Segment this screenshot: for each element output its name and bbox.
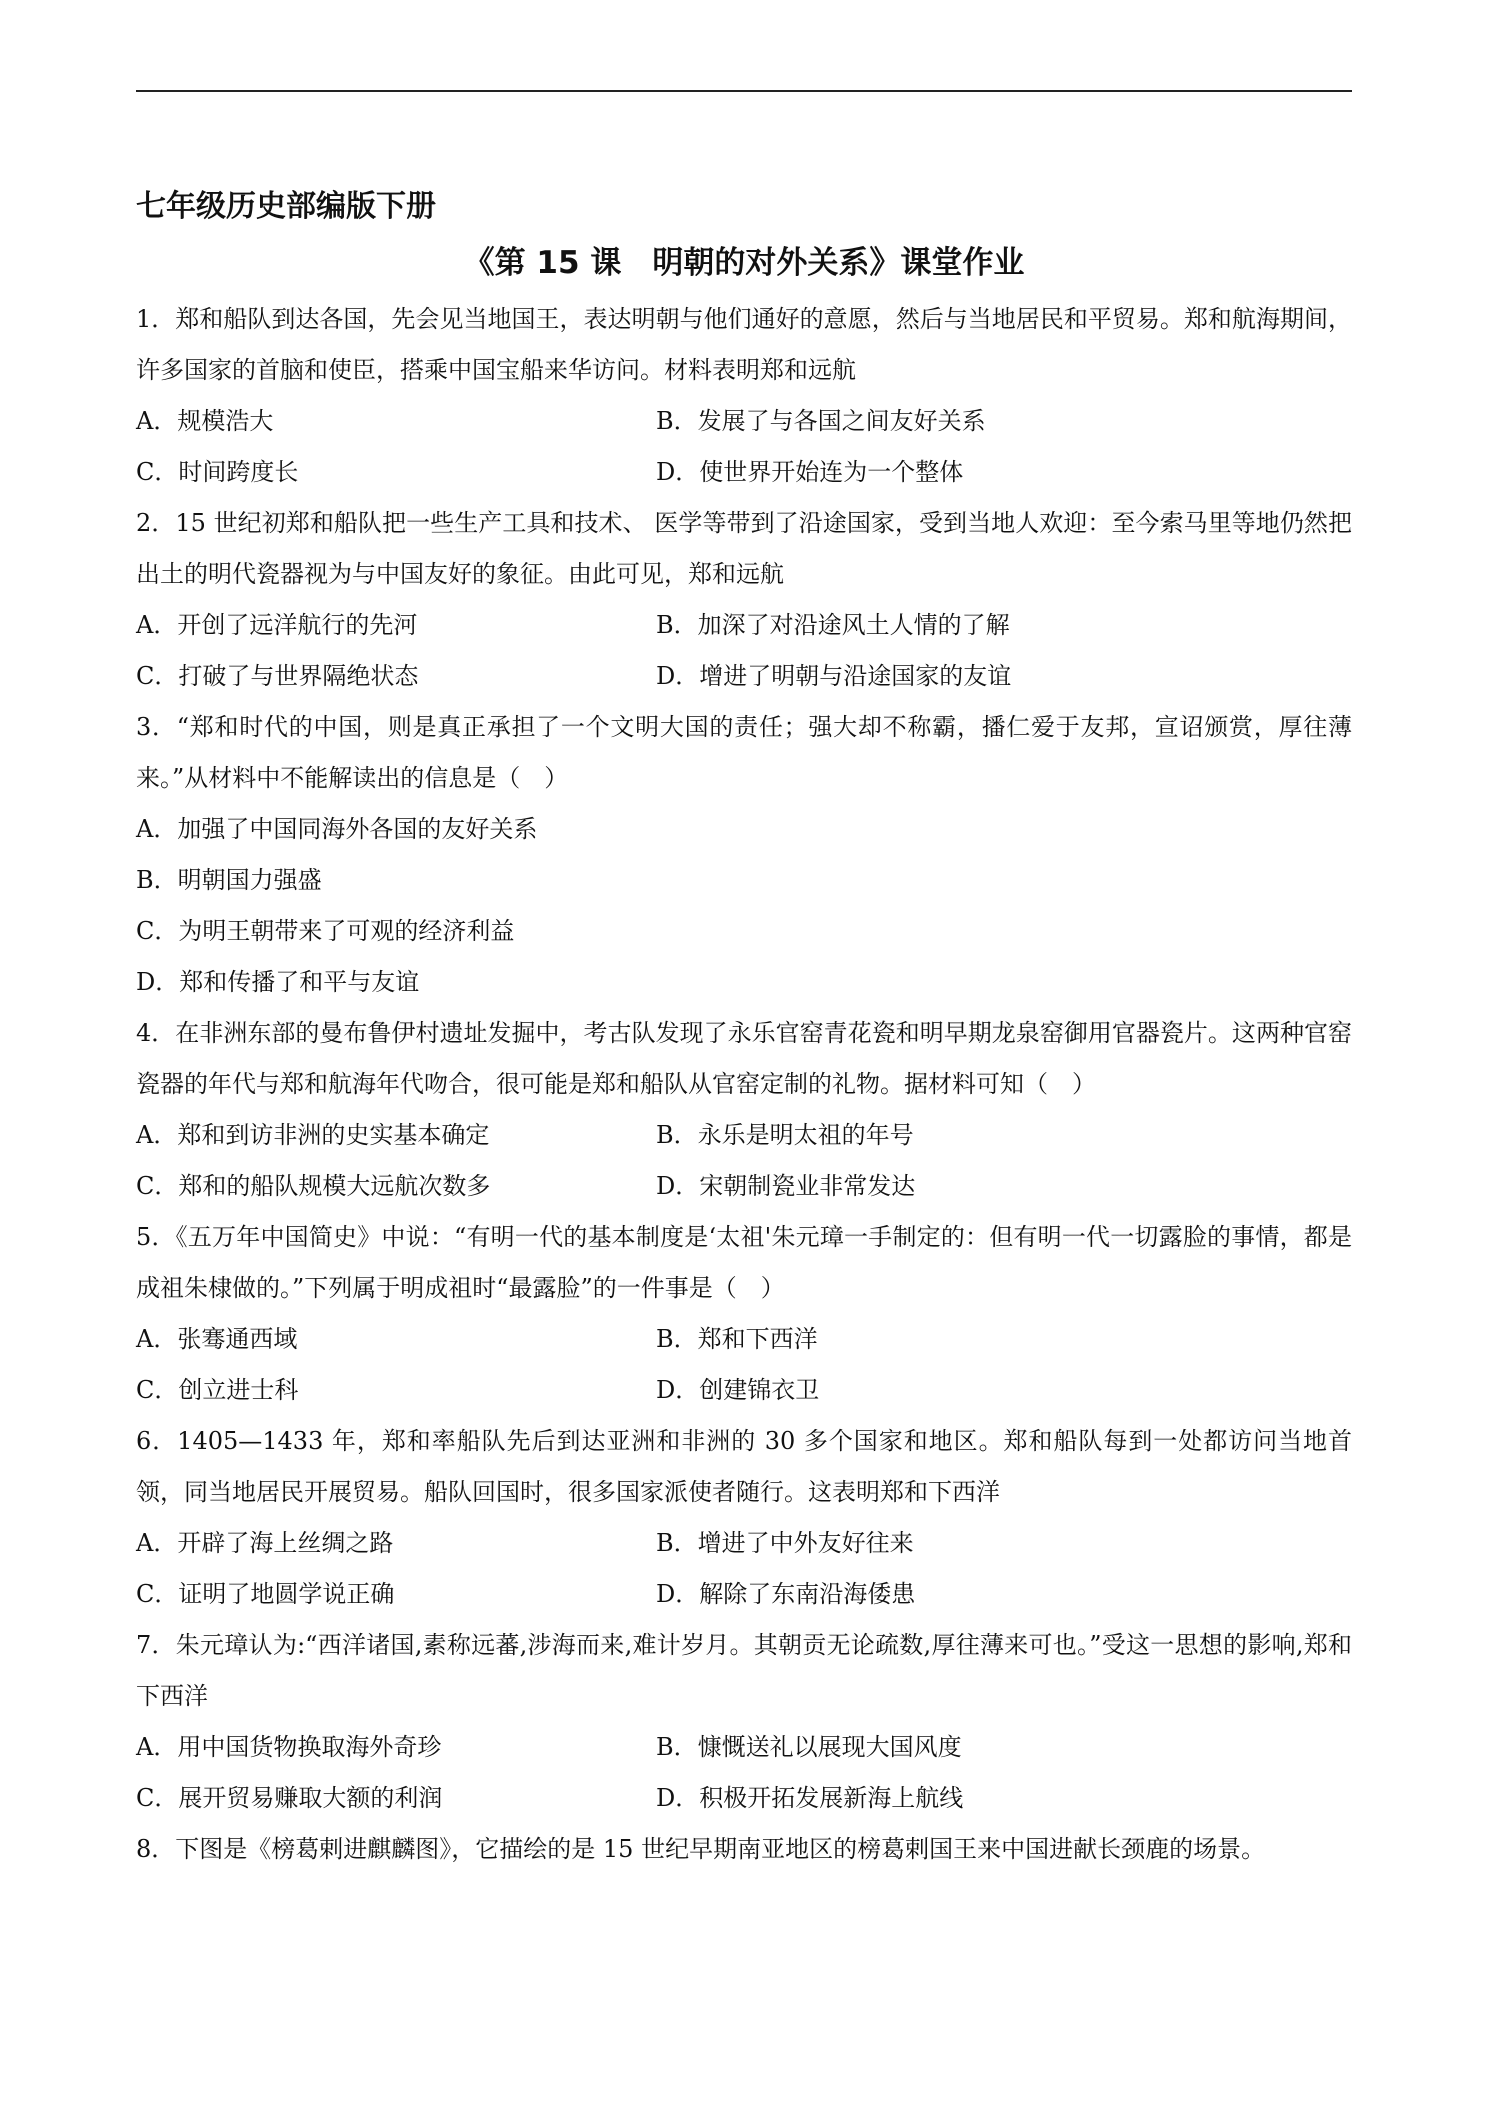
document-body bbox=[136, 182, 1352, 1875]
answer-option-b: B．慷慨送礼以展现大国风度 bbox=[656, 1733, 962, 1761]
answer-option-a: A．张骞通西域 bbox=[136, 1325, 298, 1353]
answer-options bbox=[136, 600, 1352, 702]
answer-option-b: B．郑和下西洋 bbox=[656, 1325, 818, 1353]
question-stem: 5．《五万年中国简史》中说：“有明一代的基本制度是‘太祖'朱元璋一手制定的：但有明一代一切露脸的事情，都是成祖朱棣做的。”下列属于明成祖时“最露脸”的一件事是（ ） bbox=[136, 1223, 1352, 1302]
document-title: 《第 15 课 明朝的对外关系》课堂作业 bbox=[463, 245, 1025, 281]
answer-options bbox=[136, 396, 1352, 498]
answer-option-c: C．时间跨度长 bbox=[136, 458, 299, 486]
question-stem: 4．在非洲东部的曼布鲁伊村遗址发掘中，考古队发现了永乐官窑青花瓷和明早期龙泉窑御用官器瓷片。这两种官窑瓷器的年代与郑和航海年代吻合，很可能是郑和船队从官窑定制的礼物。据材料可知（ ） bbox=[136, 1019, 1352, 1098]
answer-options bbox=[136, 804, 1352, 1008]
question-3 bbox=[136, 702, 1352, 1008]
answer-option-d: D．使世界开始连为一个整体 bbox=[656, 458, 964, 486]
answer-option-a: A．开创了远洋航行的先河 bbox=[136, 611, 418, 639]
answer-option-b: B．明朝国力强盛 bbox=[136, 866, 322, 894]
answer-option-c: C．郑和的船队规模大远航次数多 bbox=[136, 1172, 491, 1200]
answer-option-d: D．积极开拓发展新海上航线 bbox=[656, 1784, 964, 1812]
answer-option-c: C．展开贸易赚取大额的利润 bbox=[136, 1784, 443, 1812]
answer-option-a: A．规模浩大 bbox=[136, 407, 274, 435]
document-header: 七年级历史部编版下册 bbox=[136, 189, 436, 224]
answer-option-d: D．解除了东南沿海倭患 bbox=[656, 1580, 916, 1608]
answer-option-c: C．为明王朝带来了可观的经济利益 bbox=[136, 917, 515, 945]
answer-option-c: C．创立进士科 bbox=[136, 1376, 299, 1404]
answer-option-b: B．发展了与各国之间友好关系 bbox=[656, 407, 986, 435]
question-stem: 1．郑和船队到达各国，先会见当地国王，表达明朝与他们通好的意愿，然后与当地居民和平贸易。郑和航海期间，许多国家的首脑和使臣，搭乘中国宝船来华访问。材料表明郑和远航 bbox=[136, 305, 1352, 384]
question-stem: 7．朱元璋认为:“西洋诸国,素称远蕃,涉海而来,难计岁月。其朝贡无论疏数,厚往薄来可也。”受这一思想的影响,郑和下西洋 bbox=[136, 1631, 1352, 1710]
question-1 bbox=[136, 294, 1352, 498]
answer-option-a: A．加强了中国同海外各国的友好关系 bbox=[136, 815, 538, 843]
answer-option-c: C．打破了与世界隔绝状态 bbox=[136, 662, 419, 690]
answer-options bbox=[136, 1110, 1352, 1212]
question-8 bbox=[136, 1824, 1352, 1875]
header-rule bbox=[136, 90, 1352, 92]
question-stem: 2．15 世纪初郑和船队把一些生产工具和技术、 医学等带到了沿途国家，受到当地人欢迎：至今索马里等地仍然把出土的明代瓷器视为与中国友好的象征。由此可见，郑和远航 bbox=[136, 509, 1352, 588]
question-2 bbox=[136, 498, 1352, 702]
answer-option-c: C．证明了地圆学说正确 bbox=[136, 1580, 395, 1608]
answer-option-a: A．郑和到访非洲的史实基本确定 bbox=[136, 1121, 490, 1149]
question-stem: 6．1405—1433 年，郑和率船队先后到达亚洲和非洲的 30 多个国家和地区。郑和船队每到一处都访问当地首领，同当地居民开展贸易。船队回国时，很多国家派使者随行。这表明郑和下西洋 bbox=[136, 1427, 1352, 1506]
question-4 bbox=[136, 1008, 1352, 1212]
answer-option-b: B．加深了对沿途风土人情的了解 bbox=[656, 611, 1010, 639]
answer-options bbox=[136, 1722, 1352, 1824]
answer-option-d: D．增进了明朝与沿途国家的友谊 bbox=[656, 662, 1012, 690]
question-stem: 3．“郑和时代的中国，则是真正承担了一个文明大国的责任；强大却不称霸，播仁爱于友邦，宣诏颁赏，厚往薄来。”从材料中不能解读出的信息是（ ） bbox=[136, 713, 1352, 792]
answer-option-a: A．用中国货物换取海外奇珍 bbox=[136, 1733, 442, 1761]
answer-option-d: D．郑和传播了和平与友谊 bbox=[136, 968, 420, 996]
question-6 bbox=[136, 1416, 1352, 1620]
answer-option-d: D．宋朝制瓷业非常发达 bbox=[656, 1172, 916, 1200]
answer-option-d: D．创建锦衣卫 bbox=[656, 1376, 820, 1404]
question-5 bbox=[136, 1212, 1352, 1416]
answer-options bbox=[136, 1518, 1352, 1620]
question-list bbox=[136, 294, 1352, 1875]
answer-option-b: B．永乐是明太祖的年号 bbox=[656, 1121, 914, 1149]
answer-option-b: B．增进了中外友好往来 bbox=[656, 1529, 914, 1557]
answer-option-a: A．开辟了海上丝绸之路 bbox=[136, 1529, 394, 1557]
question-7 bbox=[136, 1620, 1352, 1824]
question-stem: 8．下图是《榜葛剌进麒麟图》，它描绘的是 15 世纪早期南亚地区的榜葛剌国王来中国进献长颈鹿的场景。 bbox=[136, 1835, 1266, 1863]
answer-options bbox=[136, 1314, 1352, 1416]
